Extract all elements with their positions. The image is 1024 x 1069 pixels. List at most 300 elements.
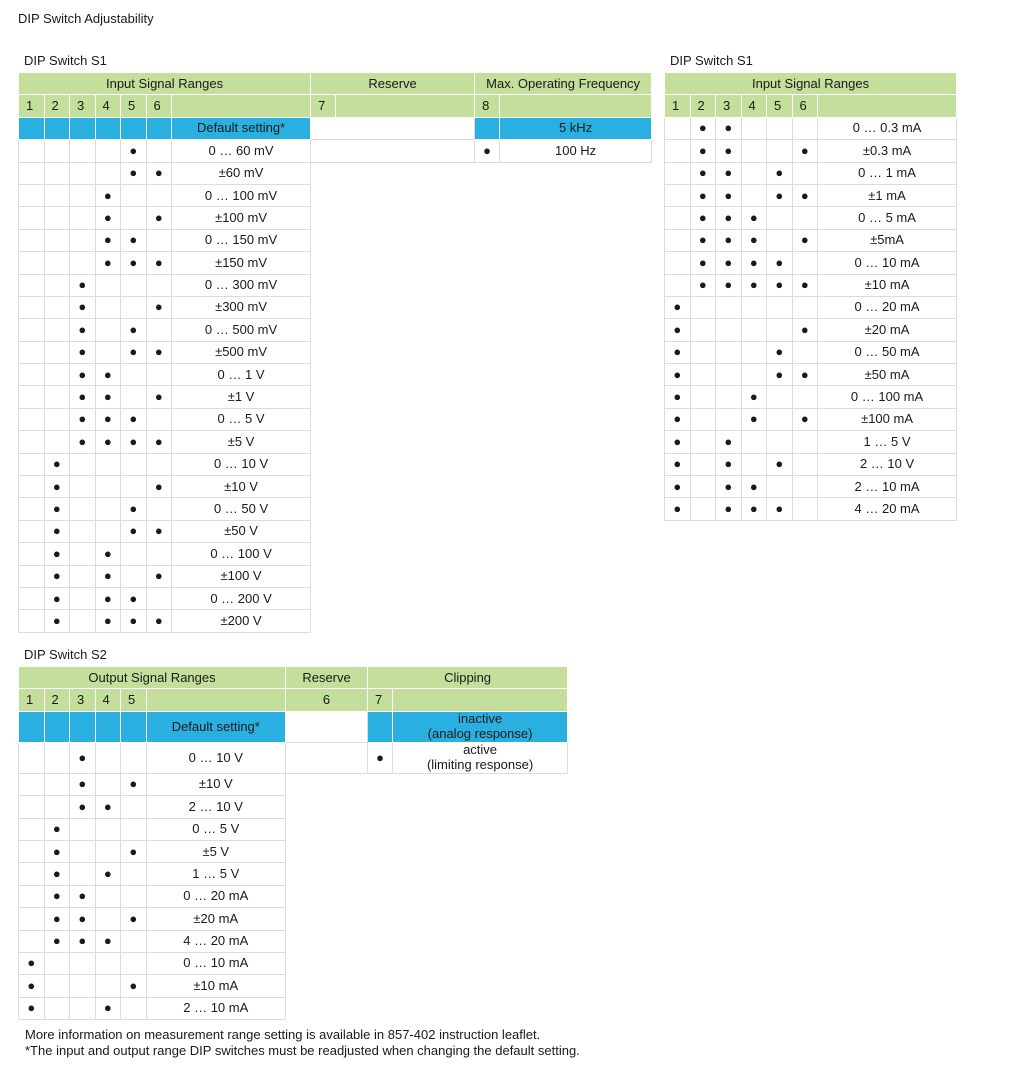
range-label: 0 … 50 mA (818, 341, 957, 363)
range-label: 0 … 5 V (146, 818, 286, 840)
switch-off-cell (792, 476, 818, 498)
table-row (665, 140, 957, 162)
s2-reserve-header: Reserve (286, 667, 368, 689)
blank-cell (311, 252, 652, 274)
switch-off-cell (665, 117, 691, 139)
blank-cell (286, 952, 568, 974)
switch-off-cell (19, 565, 45, 587)
switch-on-dot: ● (716, 498, 742, 520)
switch-on-dot: ● (767, 184, 793, 206)
table-row (665, 296, 957, 318)
switch-off-cell (44, 341, 70, 363)
switch-off-cell (95, 319, 121, 341)
range-label: ±10 V (172, 476, 311, 498)
switch-off-cell (792, 453, 818, 475)
switch-off-cell (19, 341, 45, 363)
table-row (19, 252, 652, 274)
switch-off-cell (44, 386, 70, 408)
switch-on-dot: ● (95, 229, 121, 251)
switch-off-cell (70, 453, 96, 475)
switch-off-cell (19, 930, 45, 952)
switch-off-cell (741, 453, 767, 475)
range-label: 1 … 5 V (818, 431, 957, 453)
switch-off-cell (792, 431, 818, 453)
switch-on-dot: ● (121, 162, 147, 184)
switch-off-cell (19, 229, 45, 251)
switch-on-dot: ● (70, 796, 96, 818)
switch-on-dot: ● (716, 140, 742, 162)
s1-table (18, 72, 652, 633)
switch-off-cell (716, 341, 742, 363)
switch-on-dot: ● (716, 229, 742, 251)
switch-off-cell (19, 184, 45, 206)
table-row (19, 140, 652, 162)
switch-off-cell (70, 229, 96, 251)
table-row (19, 773, 568, 795)
switch-on-dot: ● (121, 319, 147, 341)
table-row (19, 386, 652, 408)
table-row (665, 207, 957, 229)
table-row (665, 408, 957, 430)
range-label: 0 … 10 mA (818, 252, 957, 274)
blank-cell (311, 184, 652, 206)
switch-on-dot: ● (95, 408, 121, 430)
switch-on-dot: ● (665, 296, 691, 318)
s1-input-header: Input Signal Ranges (19, 73, 311, 95)
blank-cell (286, 975, 568, 997)
switch-off-cell (665, 140, 691, 162)
switch-on-dot: ● (121, 587, 147, 609)
switch-off-cell (19, 453, 45, 475)
switch-on-dot: ● (70, 296, 96, 318)
blank-cell (311, 587, 652, 609)
switch-on-dot: ● (95, 796, 121, 818)
switch-on-dot: ● (70, 773, 96, 795)
range-label: 0 … 500 mV (172, 319, 311, 341)
switch-off-cell (44, 796, 70, 818)
switch-on-dot: ● (95, 386, 121, 408)
default-cell (95, 117, 121, 139)
switch-off-cell (121, 952, 147, 974)
s1-current-input-header: Input Signal Ranges (665, 73, 957, 95)
switch-off-cell (121, 885, 147, 907)
switch-on-dot: ● (741, 408, 767, 430)
switch-off-cell (146, 498, 172, 520)
switch-on-dot: ● (44, 908, 70, 930)
switch-off-cell (19, 408, 45, 430)
switch-off-cell (44, 364, 70, 386)
switch-off-cell (146, 184, 172, 206)
clipping-label-line2: (limiting response) (426, 756, 534, 772)
blank-cell (286, 796, 568, 818)
switch-on-dot: ● (792, 184, 818, 206)
reserve-cell (286, 711, 368, 742)
switch-off-cell (19, 140, 45, 162)
switch-on-dot: ● (70, 274, 96, 296)
switch-off-cell (95, 840, 121, 862)
blank-cell (286, 863, 568, 885)
switch-off-cell (741, 319, 767, 341)
range-label: 2 … 10 mA (146, 997, 286, 1019)
table-row (19, 997, 568, 1019)
blank-cell (286, 840, 568, 862)
blank-cell (311, 207, 652, 229)
switch-on-dot: ● (146, 520, 172, 542)
switch-on-dot: ● (716, 476, 742, 498)
range-label: 0 … 1 V (172, 364, 311, 386)
switch-off-cell (44, 184, 70, 206)
switch-on-dot: ● (690, 229, 716, 251)
switch-off-cell (19, 908, 45, 930)
switch-number: 3 (716, 95, 742, 117)
switch-on-dot: ● (95, 184, 121, 206)
switch-on-dot: ● (44, 498, 70, 520)
switch-number: 7 (368, 689, 393, 711)
switch-off-cell (95, 908, 121, 930)
range-label: ±50 V (172, 520, 311, 542)
switch-off-cell (665, 229, 691, 251)
range-label: 0 … 1 mA (818, 162, 957, 184)
s1-current-table (664, 72, 957, 521)
switch-off-cell (690, 319, 716, 341)
blank-cell (311, 274, 652, 296)
switch-off-cell (19, 773, 45, 795)
switch-on-dot: ● (44, 863, 70, 885)
switch-number: 6 (286, 689, 368, 711)
switch-on-dot: ● (121, 498, 147, 520)
switch-on-dot: ● (70, 341, 96, 363)
clipping-label-line1: inactive (458, 711, 503, 727)
switch-off-cell (95, 818, 121, 840)
range-label: ±150 mV (172, 252, 311, 274)
switch-on-dot: ● (767, 364, 793, 386)
switch-on-dot: ● (146, 162, 172, 184)
switch-off-cell (121, 997, 147, 1019)
switch-on-dot: ● (19, 952, 45, 974)
switch-off-cell (121, 364, 147, 386)
switch-number-spacer (500, 95, 652, 117)
footnote-info: More information on measurement range setting is available in 857-402 instruction leaflet. (25, 1027, 541, 1042)
blank-cell (311, 386, 652, 408)
s2-table (18, 666, 568, 1020)
switch-off-cell (121, 742, 147, 773)
switch-off-cell (44, 207, 70, 229)
table-row (19, 274, 652, 296)
switch-on-dot: ● (44, 818, 70, 840)
table-row (19, 341, 652, 363)
switch-on-dot: ● (121, 610, 147, 632)
switch-off-cell (792, 341, 818, 363)
switch-off-cell (690, 296, 716, 318)
table-row (665, 431, 957, 453)
range-label: 0 … 100 V (172, 543, 311, 565)
clipping-default-label (393, 711, 568, 742)
range-label: 0 … 200 V (172, 587, 311, 609)
switch-off-cell (146, 543, 172, 565)
switch-off-cell (690, 386, 716, 408)
range-label: ±20 mA (146, 908, 286, 930)
switch-off-cell (716, 386, 742, 408)
default-cell (19, 711, 45, 742)
clipping-label (393, 742, 568, 773)
range-label: ±10 mA (818, 274, 957, 296)
switch-off-cell (70, 498, 96, 520)
switch-on-dot: ● (70, 319, 96, 341)
blank-cell (286, 930, 568, 952)
switch-off-cell (690, 431, 716, 453)
switch-off-cell (690, 408, 716, 430)
switch-off-cell (741, 296, 767, 318)
switch-on-dot: ● (767, 341, 793, 363)
switch-off-cell (690, 498, 716, 520)
s1-current-title: DIP Switch S1 (670, 53, 753, 68)
switch-number-spacer (146, 689, 286, 711)
switch-on-dot: ● (146, 341, 172, 363)
switch-number: 3 (70, 689, 96, 711)
switch-off-cell (146, 140, 172, 162)
table-row (665, 274, 957, 296)
switch-on-dot: ● (792, 229, 818, 251)
default-cell (70, 711, 96, 742)
switch-off-cell (44, 408, 70, 430)
switch-on-dot: ● (44, 520, 70, 542)
switch-off-cell (767, 229, 793, 251)
s2-clipping-header: Clipping (368, 667, 568, 689)
table-row (665, 319, 957, 341)
switch-off-cell (44, 997, 70, 1019)
table-row (665, 498, 957, 520)
switch-on-dot: ● (716, 184, 742, 206)
switch-number-spacer (336, 95, 475, 117)
switch-off-cell (146, 319, 172, 341)
table-row (665, 453, 957, 475)
switch-off-cell (665, 252, 691, 274)
switch-off-cell (741, 162, 767, 184)
switch-on-dot: ● (95, 207, 121, 229)
switch-on-dot: ● (792, 274, 818, 296)
switch-off-cell (716, 319, 742, 341)
switch-off-cell (665, 162, 691, 184)
range-label: 2 … 10 V (818, 453, 957, 475)
range-label: ±100 mA (818, 408, 957, 430)
switch-off-cell (19, 610, 45, 632)
s2-output-header: Output Signal Ranges (19, 667, 286, 689)
range-label: ±1 mA (818, 184, 957, 206)
table-row (19, 840, 568, 862)
freq-label: 100 Hz (500, 140, 652, 162)
default-cell (95, 711, 121, 742)
page-title: DIP Switch Adjustability (18, 11, 154, 26)
switch-off-cell (665, 274, 691, 296)
switch-on-dot: ● (121, 408, 147, 430)
table-row (19, 908, 568, 930)
switch-on-dot: ● (741, 386, 767, 408)
switch-on-dot: ● (121, 520, 147, 542)
switch-off-cell (95, 773, 121, 795)
switch-off-cell (792, 386, 818, 408)
range-label: 0 … 10 mA (146, 952, 286, 974)
default-cell (44, 711, 70, 742)
switch-off-cell (665, 184, 691, 206)
table-row (19, 818, 568, 840)
switch-on-dot: ● (716, 207, 742, 229)
switch-on-dot: ● (665, 408, 691, 430)
table-row (665, 229, 957, 251)
switch-on-dot: ● (95, 565, 121, 587)
switch-on-dot: ● (70, 885, 96, 907)
table-row (19, 431, 652, 453)
switch-number-spacer (393, 689, 568, 711)
switch-off-cell (44, 773, 70, 795)
switch-number: 6 (146, 95, 172, 117)
footnote-default: *The input and output range DIP switches must be readjusted when changing the default setting. (25, 1043, 580, 1058)
switch-number: 2 (690, 95, 716, 117)
switch-off-cell (121, 274, 147, 296)
switch-off-cell (121, 296, 147, 318)
s1-reserve-header: Reserve (311, 73, 475, 95)
switch-number: 1 (19, 95, 45, 117)
switch-off-cell (121, 453, 147, 475)
s1-title: DIP Switch S1 (24, 53, 107, 68)
switch-on-dot: ● (70, 742, 96, 773)
switch-on-dot: ● (121, 140, 147, 162)
switch-off-cell (95, 140, 121, 162)
table-row (19, 498, 652, 520)
range-label: 0 … 60 mV (172, 140, 311, 162)
switch-off-cell (146, 274, 172, 296)
switch-on-dot: ● (368, 742, 393, 773)
switch-off-cell (792, 117, 818, 139)
range-label: 2 … 10 V (146, 796, 286, 818)
switch-on-dot: ● (665, 319, 691, 341)
table-row (19, 742, 568, 773)
switch-off-cell (19, 476, 45, 498)
switch-on-dot: ● (95, 610, 121, 632)
range-label: 0 … 20 mA (818, 296, 957, 318)
switch-off-cell (44, 229, 70, 251)
switch-off-cell (70, 863, 96, 885)
switch-off-cell (70, 997, 96, 1019)
blank-cell (311, 408, 652, 430)
switch-on-dot: ● (44, 930, 70, 952)
switch-on-dot: ● (792, 319, 818, 341)
switch-on-dot: ● (665, 476, 691, 498)
switch-off-cell (19, 863, 45, 885)
switch-on-dot: ● (95, 364, 121, 386)
switch-on-dot: ● (95, 431, 121, 453)
switch-off-cell (146, 587, 172, 609)
switch-on-dot: ● (690, 184, 716, 206)
switch-off-cell (121, 930, 147, 952)
table-row (19, 408, 652, 430)
switch-off-cell (19, 543, 45, 565)
table-row (19, 184, 652, 206)
table-row (19, 543, 652, 565)
blank-cell (311, 610, 652, 632)
table-row (665, 341, 957, 363)
switch-on-dot: ● (665, 341, 691, 363)
default-cell (70, 117, 96, 139)
switch-number: 3 (70, 95, 96, 117)
table-row (19, 520, 652, 542)
switch-off-cell (95, 341, 121, 363)
switch-off-cell (146, 408, 172, 430)
switch-on-dot: ● (70, 431, 96, 453)
switch-off-cell (19, 207, 45, 229)
switch-on-dot: ● (716, 117, 742, 139)
switch-number: 1 (665, 95, 691, 117)
switch-number-spacer (172, 95, 311, 117)
table-row (665, 476, 957, 498)
switch-on-dot: ● (121, 840, 147, 862)
switch-on-dot: ● (665, 431, 691, 453)
switch-off-cell (19, 498, 45, 520)
table-row (19, 587, 652, 609)
table-row (19, 863, 568, 885)
switch-on-dot: ● (665, 453, 691, 475)
switch-on-dot: ● (95, 587, 121, 609)
switch-off-cell (767, 431, 793, 453)
switch-on-dot: ● (70, 364, 96, 386)
switch-off-cell (121, 476, 147, 498)
switch-on-dot: ● (792, 364, 818, 386)
freq-default-label: 5 kHz (500, 117, 652, 139)
range-label: 0 … 50 V (172, 498, 311, 520)
table-row (19, 364, 652, 386)
switch-off-cell (767, 476, 793, 498)
switch-off-cell (95, 520, 121, 542)
switch-off-cell (741, 341, 767, 363)
switch-on-dot: ● (690, 140, 716, 162)
switch-number: 2 (44, 689, 70, 711)
default-cell (19, 117, 45, 139)
switch-off-cell (741, 117, 767, 139)
switch-on-dot: ● (95, 252, 121, 274)
switch-on-dot: ● (121, 431, 147, 453)
switch-on-dot: ● (121, 252, 147, 274)
switch-off-cell (792, 207, 818, 229)
s2-title: DIP Switch S2 (24, 647, 107, 662)
s1-freq-header: Max. Operating Frequency (475, 73, 652, 95)
freq-switch-cell (475, 117, 500, 139)
switch-off-cell (44, 975, 70, 997)
switch-on-dot: ● (716, 453, 742, 475)
table-row (665, 117, 957, 139)
range-label: ±300 mV (172, 296, 311, 318)
range-label: 0 … 300 mV (172, 274, 311, 296)
range-label: 0 … 0.3 mA (818, 117, 957, 139)
switch-on-dot: ● (665, 386, 691, 408)
switch-number: 5 (121, 95, 147, 117)
switch-off-cell (690, 476, 716, 498)
switch-on-dot: ● (716, 252, 742, 274)
switch-off-cell (44, 319, 70, 341)
default-cell (146, 117, 172, 139)
switch-number-spacer (818, 95, 957, 117)
table-row (19, 229, 652, 251)
switch-off-cell (19, 520, 45, 542)
switch-off-cell (70, 818, 96, 840)
switch-on-dot: ● (146, 207, 172, 229)
clipping-switch-cell (368, 711, 393, 742)
switch-off-cell (146, 229, 172, 251)
switch-on-dot: ● (767, 252, 793, 274)
switch-on-dot: ● (70, 930, 96, 952)
switch-on-dot: ● (767, 274, 793, 296)
switch-off-cell (767, 408, 793, 430)
switch-off-cell (95, 885, 121, 907)
switch-on-dot: ● (146, 252, 172, 274)
